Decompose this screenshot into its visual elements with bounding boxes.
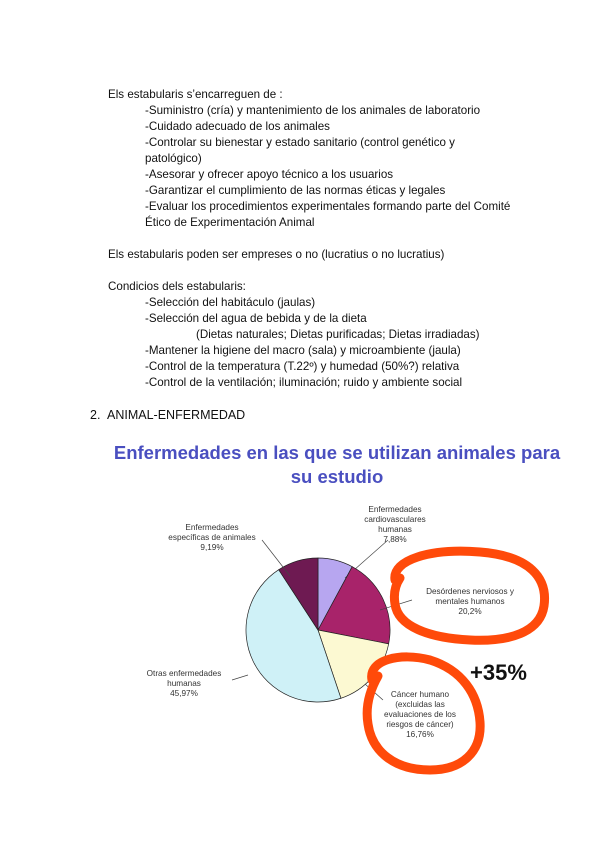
slice-label: humanas xyxy=(378,525,412,534)
duty-item: -Asesorar y ofrecer apoyo técnico a los usuarios xyxy=(145,168,394,181)
slice-label: 20,2% xyxy=(458,607,482,616)
duty-item: -Garantizar el cumplimiento de las normas éticas y legales xyxy=(145,184,446,197)
slice-label: cardiovasculares xyxy=(364,515,426,524)
enterprises-paragraph: Els estabularis poden ser empreses o no (lucratius o no lucratius) xyxy=(108,248,445,261)
slice-label: Enfermedades xyxy=(185,523,239,532)
slice-label: 45,97% xyxy=(170,689,198,698)
slice-label: riesgos de cáncer) xyxy=(386,720,454,729)
slice-label: 16,76% xyxy=(406,730,434,739)
slice-label: humanas xyxy=(167,679,201,688)
slice-label: Otras enfermedades xyxy=(146,669,222,678)
conditions-title: Condicios dels estabularis: xyxy=(108,280,246,293)
condition-item: -Selección del habitáculo (jaulas) xyxy=(145,296,316,309)
duty-item: -Cuidado adecuado de los animales xyxy=(145,120,330,133)
slice-label: (excluidas las xyxy=(395,700,445,709)
leader-line xyxy=(262,540,290,576)
duty-item: -Controlar su bienestar y estado sanitario (control genético y xyxy=(145,136,455,149)
chart-title: Enfermedades en las que se utilizan animales para xyxy=(113,442,561,463)
slice-label: mentales humanos xyxy=(435,597,505,606)
slice-label: específicas de animales xyxy=(168,533,256,542)
intro-line: Els estabularis s’encarreguen de : xyxy=(108,88,283,101)
condition-item: -Control de la ventilación; iluminación; ruido y ambiente social xyxy=(145,376,463,389)
leader-line xyxy=(232,675,248,680)
duty-item-continuation: Ético de Experimentación Animal xyxy=(145,216,315,229)
slice-label: evaluaciones de los xyxy=(384,710,456,719)
section-number: 2. xyxy=(90,408,101,422)
condition-subitem: (Dietas naturales; Dietas purificadas; Dietas irradiadas) xyxy=(196,328,480,341)
condition-item: -Mantener la higiene del macro (sala) y microambiente (jaula) xyxy=(145,344,461,357)
section-heading: ANIMAL-ENFERMEDAD xyxy=(107,408,246,422)
duty-item-continuation: patológico) xyxy=(145,152,202,165)
condition-item: -Selección del agua de bebida y de la dieta xyxy=(145,312,367,325)
slice-label: 7,88% xyxy=(383,535,407,544)
chart-title-line-2: su estudio xyxy=(290,466,384,487)
condition-item: -Control de la temperatura (T.22º) y humedad (50%?) relativa xyxy=(145,360,460,373)
annotation-note: +35% xyxy=(470,660,527,685)
slice-label: Enfermedades xyxy=(368,505,422,514)
slice-label: Cáncer humano xyxy=(390,690,450,699)
duty-item: -Evaluar los procedimientos experimentales formando parte del Comité xyxy=(145,200,511,213)
slice-label: 9,19% xyxy=(200,543,224,552)
slice-label: Desórdenes nerviosos y xyxy=(426,587,514,596)
duty-item: -Suministro (cría) y mantenimiento de los animales de laboratorio xyxy=(145,104,481,117)
